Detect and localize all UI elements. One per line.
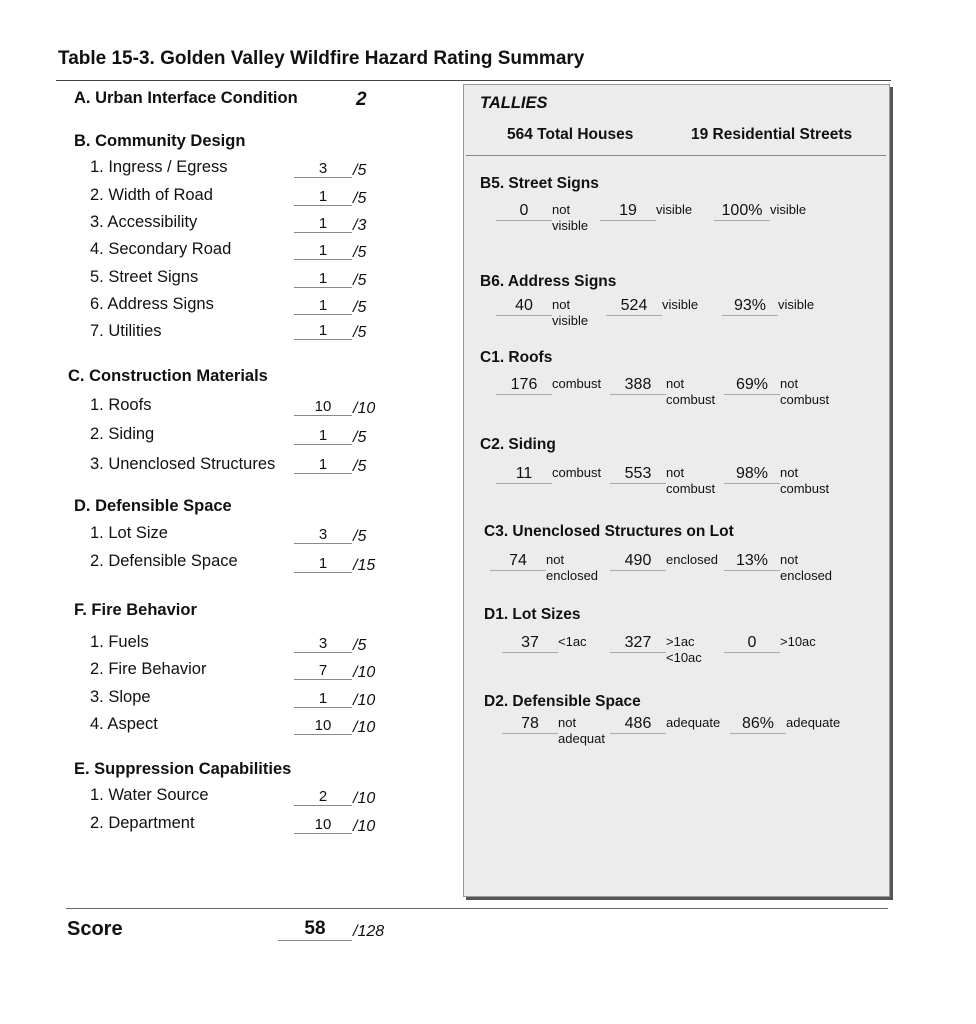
- rating-item-label: 1. Fuels: [90, 633, 149, 651]
- rating-item-max: /15: [353, 557, 376, 574]
- residential-streets: 19 Residential Streets: [691, 126, 853, 143]
- tally-value: 11: [496, 465, 552, 484]
- tally-label: adequate: [786, 715, 841, 730]
- total-houses: 564 Total Houses: [507, 126, 634, 143]
- tally-value: 486: [610, 715, 666, 734]
- section-a-heading: A. Urban Interface Condition: [74, 89, 298, 107]
- tally-label: enclosed: [546, 568, 599, 583]
- rating-item-label: 1. Ingress / Egress: [90, 158, 228, 176]
- rating-item-max: /5: [353, 299, 367, 316]
- rating-item-value: 1: [294, 555, 352, 573]
- tally-value: 78: [502, 715, 558, 734]
- rating-item-label: 4. Aspect: [90, 715, 158, 733]
- tally-label: visible: [552, 313, 589, 328]
- tally-label: >1ac: [666, 634, 695, 649]
- rating-item-max: /10: [353, 818, 376, 835]
- tally-label: not: [558, 715, 577, 730]
- section-b-heading: B. Community Design: [74, 132, 246, 150]
- tally-value: 100%: [714, 202, 770, 221]
- tally-label: enclosed: [780, 568, 833, 583]
- tally-value: 37: [502, 634, 558, 653]
- tally-label: combust: [552, 465, 602, 480]
- rating-item-label: 1. Lot Size: [90, 524, 168, 542]
- rating-item-value: 1: [294, 427, 352, 445]
- rating-item-value: 1: [294, 215, 352, 233]
- rating-item-max: /5: [353, 162, 367, 179]
- tally-label: not: [780, 465, 799, 480]
- tally-label: not: [780, 376, 799, 391]
- rating-item-max: /5: [353, 637, 367, 654]
- section-f-heading: F. Fire Behavior: [74, 601, 197, 619]
- tally-value: 0: [724, 634, 780, 653]
- tally-value: 69%: [724, 376, 780, 395]
- rating-item-max: /10: [353, 790, 376, 807]
- tally-label: combust: [780, 481, 830, 496]
- rating-item-label: 3. Accessibility: [90, 213, 198, 231]
- tally-value: 327: [610, 634, 666, 653]
- tally-label: <1ac: [558, 634, 587, 649]
- rating-item-max: /10: [353, 719, 376, 736]
- rating-item-label: 4. Secondary Road: [90, 240, 232, 258]
- tally-label: <10ac: [666, 650, 702, 665]
- rating-item-value: 3: [294, 635, 352, 653]
- tally-value: 74: [490, 552, 546, 571]
- tally-label: not: [666, 376, 685, 391]
- rating-item-label: 3. Unenclosed Structures: [90, 455, 276, 473]
- rating-item-value: 1: [294, 322, 352, 340]
- tally-label: not: [780, 552, 799, 567]
- rating-item-value: 10: [294, 816, 352, 834]
- section-a-value: 2: [356, 89, 367, 110]
- rating-item-max: /10: [353, 692, 376, 709]
- rating-item-value: 1: [294, 242, 352, 260]
- rating-item-label: 2. Width of Road: [90, 186, 213, 204]
- rating-item-value: 1: [294, 188, 352, 206]
- tally-group-heading: D1. Lot Sizes: [484, 606, 581, 623]
- tally-value: 524: [606, 297, 662, 316]
- tally-value: 86%: [730, 715, 786, 734]
- rating-item-label: 2. Defensible Space: [90, 552, 238, 570]
- rating-item-value: 7: [294, 662, 352, 680]
- tally-label: combust: [666, 392, 716, 407]
- tally-label: combust: [780, 392, 830, 407]
- tally-label: visible: [770, 202, 807, 217]
- rating-item-value: 3: [294, 526, 352, 544]
- section-e-heading: E. Suppression Capabilities: [74, 760, 292, 778]
- tally-label: enclosed: [666, 552, 719, 567]
- tally-label: not: [552, 297, 571, 312]
- tally-value: 490: [610, 552, 666, 571]
- rating-item-max: /3: [353, 217, 367, 234]
- tally-value: 40: [496, 297, 552, 316]
- rating-item-max: /5: [353, 324, 367, 341]
- rating-item-value: 1: [294, 270, 352, 288]
- rating-item-value: 1: [294, 297, 352, 315]
- rating-item-value: 2: [294, 788, 352, 806]
- tally-group-heading: B5. Street Signs: [480, 175, 599, 192]
- tally-value: 553: [610, 465, 666, 484]
- tally-value: 0: [496, 202, 552, 221]
- tally-group-heading: C3. Unenclosed Structures on Lot: [484, 523, 734, 540]
- score-label: Score: [67, 918, 123, 940]
- tally-label: not: [552, 202, 571, 217]
- tally-value: 176: [496, 376, 552, 395]
- section-c-heading: C. Construction Materials: [68, 367, 268, 385]
- tally-value: 19: [600, 202, 656, 221]
- tally-value: 98%: [724, 465, 780, 484]
- rating-item-label: 2. Fire Behavior: [90, 660, 207, 678]
- rating-item-label: 1. Water Source: [90, 786, 209, 804]
- tally-group-heading: C1. Roofs: [480, 349, 553, 366]
- tallies-title: TALLIES: [480, 94, 548, 112]
- rating-item-max: /5: [353, 190, 367, 207]
- rating-item-max: /10: [353, 664, 376, 681]
- rating-item-value: 1: [294, 456, 352, 474]
- rating-item-value: 3: [294, 160, 352, 178]
- tally-label: combust: [666, 481, 716, 496]
- tally-group-heading: C2. Siding: [480, 436, 556, 453]
- tally-label: combust: [552, 376, 602, 391]
- rating-item-label: 3. Slope: [90, 688, 151, 706]
- rating-item-label: 5. Street Signs: [90, 268, 199, 286]
- rating-item-max: /5: [353, 244, 367, 261]
- rating-item-value: 10: [294, 717, 352, 735]
- rating-item-max: /5: [353, 429, 367, 446]
- rating-item-max: /10: [353, 400, 376, 417]
- rating-item-max: /5: [353, 272, 367, 289]
- tally-label: not: [666, 465, 685, 480]
- tally-label: >10ac: [780, 634, 816, 649]
- rating-item-value: 1: [294, 690, 352, 708]
- tally-label: visible: [662, 297, 699, 312]
- page-title: Table 15-3. Golden Valley Wildfire Hazard Rating Summary: [58, 48, 585, 69]
- rating-item-label: 6. Address Signs: [90, 295, 214, 313]
- rating-item-label: 2. Department: [90, 814, 195, 832]
- tally-label: adequat: [558, 731, 605, 746]
- section-d-heading: D. Defensible Space: [74, 497, 232, 515]
- rating-item-value: 10: [294, 398, 352, 416]
- rating-item-max: /5: [353, 528, 367, 545]
- score-value: 58: [278, 918, 352, 941]
- tally-value: 13%: [724, 552, 780, 571]
- tally-value: 93%: [722, 297, 778, 316]
- tally-label: visible: [552, 218, 589, 233]
- tally-group-heading: B6. Address Signs: [480, 273, 617, 290]
- rating-item-label: 7. Utilities: [90, 322, 162, 340]
- tallies-divider: [466, 155, 886, 156]
- tally-label: not: [546, 552, 565, 567]
- tally-label: visible: [778, 297, 815, 312]
- tally-group-heading: D2. Defensible Space: [484, 693, 641, 710]
- rating-item-label: 2. Siding: [90, 425, 155, 443]
- tally-label: visible: [656, 202, 693, 217]
- score-divider: [66, 908, 888, 909]
- tally-value: 388: [610, 376, 666, 395]
- title-divider: [56, 80, 891, 81]
- tally-label: adequate: [666, 715, 721, 730]
- rating-item-max: /5: [353, 458, 367, 475]
- rating-item-label: 1. Roofs: [90, 396, 152, 414]
- score-max: /128: [353, 923, 385, 940]
